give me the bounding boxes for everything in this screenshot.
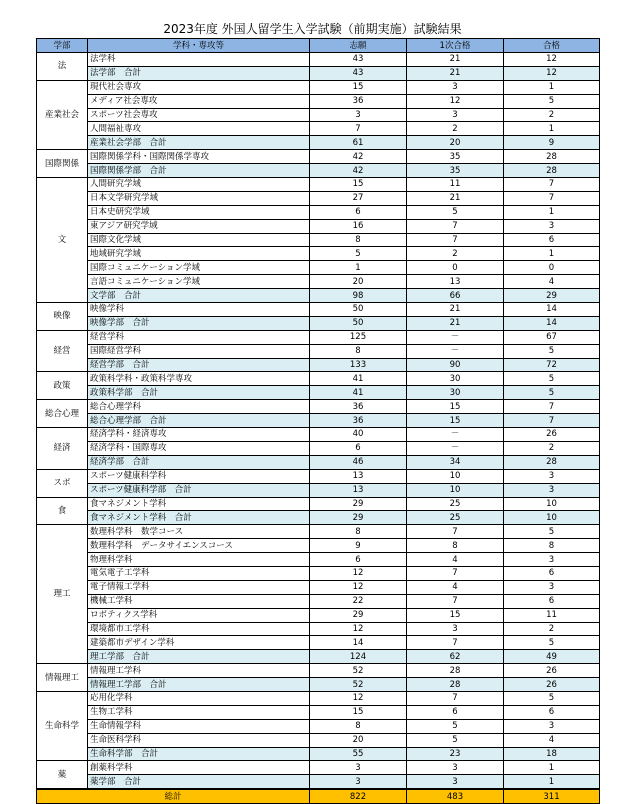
first-pass-cell: 62 [407, 650, 504, 664]
header-faculty: 学部 [37, 39, 88, 53]
applied-cell: 52 [310, 678, 407, 692]
subtotal-row [37, 66, 600, 80]
program-cell: 経済学科・経済専攻 [88, 428, 310, 442]
table-row [37, 441, 600, 455]
table-row [37, 691, 600, 705]
first-pass-cell: 3 [407, 108, 504, 122]
first-pass-cell: 7 [407, 525, 504, 539]
table-row [37, 53, 600, 67]
passed-cell: 14 [504, 303, 600, 317]
program-cell: 日本文学研究学域 [88, 191, 310, 205]
first-pass-cell: 21 [407, 53, 504, 67]
subtotal-row [37, 511, 600, 525]
passed-cell: 4 [504, 733, 600, 747]
applied-cell: 42 [310, 164, 407, 178]
first-pass-cell: 7 [407, 219, 504, 233]
subtotal-row [37, 386, 600, 400]
first-pass-cell: 7 [407, 594, 504, 608]
table-row [37, 664, 600, 678]
first-pass-cell: 28 [407, 678, 504, 692]
passed-cell: 7 [504, 400, 600, 414]
first-pass-cell: 15 [407, 400, 504, 414]
program-cell: 産業社会学部 合計 [88, 136, 310, 150]
first-pass-cell: 10 [407, 483, 504, 497]
passed-cell: 6 [504, 233, 600, 247]
passed-cell: 1 [504, 80, 600, 94]
table-row [37, 525, 600, 539]
table-row [37, 261, 600, 275]
first-pass-cell: 35 [407, 164, 504, 178]
table-row [37, 275, 600, 289]
subtotal-row [37, 483, 600, 497]
table-row [37, 330, 600, 344]
faculty-cell: 生命科学 [37, 691, 88, 760]
program-cell: 応用化学科 [88, 691, 310, 705]
program-cell: 人間福祉専攻 [88, 122, 310, 136]
program-cell: 日本史研究学域 [88, 205, 310, 219]
program-cell: 生物工学科 [88, 705, 310, 719]
applied-cell: 20 [310, 733, 407, 747]
passed-cell: 5 [504, 372, 600, 386]
table-row [37, 719, 600, 733]
applied-cell: 12 [310, 566, 407, 580]
applied-cell: 3 [310, 761, 407, 775]
applied-cell: 8 [310, 719, 407, 733]
faculty-cell: 理工 [37, 525, 88, 664]
applied-cell: 6 [310, 441, 407, 455]
first-pass-cell: 2 [407, 122, 504, 136]
applied-cell: 8 [310, 344, 407, 358]
table-row [37, 400, 600, 414]
table-row [37, 469, 600, 483]
program-cell: 物理科学科 [88, 553, 310, 567]
applied-cell: 29 [310, 511, 407, 525]
passed-cell: 6 [504, 594, 600, 608]
subtotal-row [37, 289, 600, 303]
page-title: 2023年度 外国人留学生入学試験（前期実施）試験結果 [163, 22, 462, 36]
program-cell: 東アジア研究学域 [88, 219, 310, 233]
program-cell: 映像学部 合計 [88, 316, 310, 330]
first-pass-cell: 6 [407, 705, 504, 719]
program-cell: ロボティクス学科 [88, 608, 310, 622]
faculty-cell: 国際関係 [37, 150, 88, 178]
first-pass-cell: 90 [407, 358, 504, 372]
passed-cell: 9 [504, 136, 600, 150]
table-row [37, 539, 600, 553]
table-row [37, 247, 600, 261]
applied-cell: 8 [310, 525, 407, 539]
program-cell: 人間研究学域 [88, 178, 310, 192]
first-pass-cell: 23 [407, 747, 504, 761]
first-pass-cell: 3 [407, 775, 504, 789]
first-pass-cell: 8 [407, 539, 504, 553]
passed-cell: 5 [504, 691, 600, 705]
subtotal-row [37, 414, 600, 428]
passed-cell: 1 [504, 247, 600, 261]
grand-total-label: 総計 [37, 789, 310, 803]
program-cell: メディア社会専攻 [88, 94, 310, 108]
program-cell: 国際経営学科 [88, 344, 310, 358]
first-pass-cell: 12 [407, 94, 504, 108]
first-pass-cell: 3 [407, 80, 504, 94]
program-cell: 国際文化学域 [88, 233, 310, 247]
program-cell: 生命科学部 合計 [88, 747, 310, 761]
table-row [37, 553, 600, 567]
passed-cell: 3 [504, 483, 600, 497]
applied-cell: 36 [310, 400, 407, 414]
first-pass-cell: － [407, 344, 504, 358]
applied-cell: 36 [310, 414, 407, 428]
applied-cell: 50 [310, 316, 407, 330]
subtotal-row [37, 678, 600, 692]
first-pass-cell: 21 [407, 191, 504, 205]
applied-cell: 124 [310, 650, 407, 664]
first-pass-cell: 4 [407, 580, 504, 594]
subtotal-row [37, 775, 600, 789]
table-row [37, 219, 600, 233]
faculty-cell: 政策 [37, 372, 88, 400]
passed-cell: 3 [504, 219, 600, 233]
passed-cell: 72 [504, 358, 600, 372]
first-pass-cell: － [407, 441, 504, 455]
first-pass-cell: 10 [407, 469, 504, 483]
faculty-cell: 経済 [37, 428, 88, 470]
first-pass-cell: 7 [407, 691, 504, 705]
applied-cell: 3 [310, 108, 407, 122]
passed-cell: 6 [504, 566, 600, 580]
first-pass-cell: 13 [407, 275, 504, 289]
passed-cell: 10 [504, 497, 600, 511]
applied-cell: 14 [310, 636, 407, 650]
applied-cell: 36 [310, 94, 407, 108]
first-pass-cell: 11 [407, 178, 504, 192]
applied-cell: 9 [310, 539, 407, 553]
first-pass-cell: 21 [407, 303, 504, 317]
results-table [36, 38, 600, 804]
subtotal-row [37, 164, 600, 178]
applied-cell: 50 [310, 303, 407, 317]
table-row [37, 303, 600, 317]
grand-total-row [37, 789, 600, 803]
subtotal-row [37, 455, 600, 469]
table-row [37, 566, 600, 580]
program-cell: 電気電子工学科 [88, 566, 310, 580]
program-cell: 創薬科学科 [88, 761, 310, 775]
passed-cell: 49 [504, 650, 600, 664]
applied-cell: 29 [310, 497, 407, 511]
applied-cell: 41 [310, 386, 407, 400]
first-pass-cell: 7 [407, 233, 504, 247]
program-cell: スポーツ社会専攻 [88, 108, 310, 122]
applied-cell: 15 [310, 80, 407, 94]
applied-cell: 20 [310, 275, 407, 289]
applied-cell: 3 [310, 775, 407, 789]
table-row [37, 150, 600, 164]
applied-cell: 43 [310, 53, 407, 67]
passed-cell: 4 [504, 275, 600, 289]
program-cell: 生命情報学科 [88, 719, 310, 733]
program-cell: 政策科学部 合計 [88, 386, 310, 400]
applied-cell: 125 [310, 330, 407, 344]
passed-cell: 1 [504, 761, 600, 775]
faculty-cell: 薬 [37, 761, 88, 789]
faculty-cell: 法 [37, 53, 88, 81]
table-row [37, 761, 600, 775]
first-pass-cell: 3 [407, 761, 504, 775]
applied-cell: 98 [310, 289, 407, 303]
first-pass-cell: 3 [407, 622, 504, 636]
faculty-cell: 総合心理 [37, 400, 88, 428]
program-cell: 情報理工学部 合計 [88, 678, 310, 692]
passed-cell: 28 [504, 164, 600, 178]
passed-cell: 3 [504, 553, 600, 567]
passed-cell: 1 [504, 122, 600, 136]
subtotal-row [37, 747, 600, 761]
applied-cell: 12 [310, 691, 407, 705]
program-cell: 法学部 合計 [88, 66, 310, 80]
passed-cell: 12 [504, 66, 600, 80]
faculty-cell: 映像 [37, 303, 88, 331]
applied-cell: 1 [310, 261, 407, 275]
passed-cell: 10 [504, 511, 600, 525]
applied-cell: 12 [310, 622, 407, 636]
program-cell: 数理科学科 データサイエンスコース [88, 539, 310, 553]
program-cell: 言語コミュニケーション学域 [88, 275, 310, 289]
passed-cell: 7 [504, 191, 600, 205]
passed-cell: 5 [504, 94, 600, 108]
passed-cell: 3 [504, 719, 600, 733]
header-first-pass: 1次合格 [407, 39, 504, 53]
first-pass-cell: 25 [407, 511, 504, 525]
applied-cell: 6 [310, 553, 407, 567]
program-cell: 法学科 [88, 53, 310, 67]
program-cell: 経営学科 [88, 330, 310, 344]
first-pass-cell: 4 [407, 553, 504, 567]
first-pass-cell: 15 [407, 414, 504, 428]
faculty-cell: スポ [37, 469, 88, 497]
table-row [37, 94, 600, 108]
program-cell: 文学部 合計 [88, 289, 310, 303]
first-pass-cell: 7 [407, 636, 504, 650]
passed-cell: 7 [504, 178, 600, 192]
first-pass-cell: － [407, 428, 504, 442]
program-cell: 建築都市デザイン学科 [88, 636, 310, 650]
table-row [37, 205, 600, 219]
faculty-cell: 経営 [37, 330, 88, 372]
table-row [37, 233, 600, 247]
passed-cell: 26 [504, 678, 600, 692]
table-row [37, 622, 600, 636]
applied-cell: 22 [310, 594, 407, 608]
passed-cell: 14 [504, 316, 600, 330]
program-cell: 薬学部 合計 [88, 775, 310, 789]
applied-cell: 41 [310, 372, 407, 386]
table-row [37, 372, 600, 386]
header-applied: 志願 [310, 39, 407, 53]
passed-cell: 7 [504, 414, 600, 428]
applied-cell: 5 [310, 247, 407, 261]
program-cell: 電子情報工学科 [88, 580, 310, 594]
first-pass-cell: 5 [407, 719, 504, 733]
table-row [37, 191, 600, 205]
applied-cell: 13 [310, 469, 407, 483]
passed-cell: 26 [504, 428, 600, 442]
first-pass-cell: 34 [407, 455, 504, 469]
program-cell: 食マネジメント学科 [88, 497, 310, 511]
table-row [37, 80, 600, 94]
table-row [37, 497, 600, 511]
passed-cell: 28 [504, 150, 600, 164]
program-cell: 経営学部 合計 [88, 358, 310, 372]
program-cell: 情報理工学科 [88, 664, 310, 678]
applied-cell: 52 [310, 664, 407, 678]
passed-cell: 67 [504, 330, 600, 344]
program-cell: スポーツ健康科学科 [88, 469, 310, 483]
faculty-cell: 情報理工 [37, 664, 88, 692]
passed-cell: 11 [504, 608, 600, 622]
applied-cell: 16 [310, 219, 407, 233]
applied-cell: 12 [310, 580, 407, 594]
program-cell: 現代社会専攻 [88, 80, 310, 94]
first-pass-cell: 5 [407, 733, 504, 747]
applied-cell: 15 [310, 705, 407, 719]
subtotal-row [37, 358, 600, 372]
header-passed: 合格 [504, 39, 600, 53]
first-pass-cell: 5 [407, 205, 504, 219]
program-cell: 理工学部 合計 [88, 650, 310, 664]
passed-cell: 3 [504, 580, 600, 594]
applied-cell: 46 [310, 455, 407, 469]
table-row [37, 344, 600, 358]
program-cell: 生命医科学科 [88, 733, 310, 747]
first-pass-cell: 15 [407, 608, 504, 622]
applied-cell: 29 [310, 608, 407, 622]
first-pass-cell: 21 [407, 66, 504, 80]
applied-cell: 40 [310, 428, 407, 442]
applied-cell: 61 [310, 136, 407, 150]
faculty-cell: 食 [37, 497, 88, 525]
passed-cell: 8 [504, 539, 600, 553]
first-pass-cell: 7 [407, 566, 504, 580]
first-pass-cell: 20 [407, 136, 504, 150]
program-cell: 数理科学科 数学コース [88, 525, 310, 539]
applied-cell: 55 [310, 747, 407, 761]
passed-cell: 2 [504, 108, 600, 122]
first-pass-cell: 35 [407, 150, 504, 164]
program-cell: 国際関係学部 合計 [88, 164, 310, 178]
passed-cell: 18 [504, 747, 600, 761]
first-pass-cell: － [407, 330, 504, 344]
table-header [37, 39, 600, 53]
passed-cell: 2 [504, 441, 600, 455]
program-cell: 総合心理学科 [88, 400, 310, 414]
program-cell: 環境都市工学科 [88, 622, 310, 636]
passed-cell: 1 [504, 775, 600, 789]
table-row [37, 636, 600, 650]
applied-cell: 8 [310, 233, 407, 247]
program-cell: 映像学科 [88, 303, 310, 317]
applied-cell: 6 [310, 205, 407, 219]
program-cell: 総合心理学部 合計 [88, 414, 310, 428]
applied-cell: 15 [310, 178, 407, 192]
applied-cell: 7 [310, 122, 407, 136]
passed-cell: 29 [504, 289, 600, 303]
table-row [37, 594, 600, 608]
first-pass-cell: 66 [407, 289, 504, 303]
table-row [37, 428, 600, 442]
program-cell: 国際関係学科・国際関係学専攻 [88, 150, 310, 164]
passed-cell: 28 [504, 455, 600, 469]
grand-total-passed: 311 [504, 789, 600, 803]
applied-cell: 43 [310, 66, 407, 80]
first-pass-cell: 21 [407, 316, 504, 330]
faculty-cell: 産業社会 [37, 80, 88, 149]
passed-cell: 5 [504, 344, 600, 358]
faculty-cell: 文 [37, 178, 88, 303]
first-pass-cell: 28 [407, 664, 504, 678]
first-pass-cell: 25 [407, 497, 504, 511]
passed-cell: 5 [504, 525, 600, 539]
first-pass-cell: 30 [407, 386, 504, 400]
first-pass-cell: 0 [407, 261, 504, 275]
passed-cell: 5 [504, 386, 600, 400]
passed-cell: 6 [504, 705, 600, 719]
subtotal-row [37, 316, 600, 330]
passed-cell: 3 [504, 469, 600, 483]
table-row [37, 108, 600, 122]
first-pass-cell: 2 [407, 247, 504, 261]
table-row [37, 733, 600, 747]
grand-total-applied: 822 [310, 789, 407, 803]
program-cell: 政策科学科・政策科学専攻 [88, 372, 310, 386]
passed-cell: 2 [504, 622, 600, 636]
program-cell: 国際コミュニケーション学域 [88, 261, 310, 275]
passed-cell: 0 [504, 261, 600, 275]
header-program: 学科・専攻等 [88, 39, 310, 53]
passed-cell: 26 [504, 664, 600, 678]
program-cell: 機械工学科 [88, 594, 310, 608]
program-cell: 経済学科・国際専攻 [88, 441, 310, 455]
table-row [37, 705, 600, 719]
first-pass-cell: 30 [407, 372, 504, 386]
passed-cell: 5 [504, 636, 600, 650]
table-row [37, 178, 600, 192]
program-cell: 地域研究学域 [88, 247, 310, 261]
subtotal-row [37, 650, 600, 664]
program-cell: 食マネジメント学科 合計 [88, 511, 310, 525]
applied-cell: 42 [310, 150, 407, 164]
subtotal-row [37, 136, 600, 150]
applied-cell: 13 [310, 483, 407, 497]
applied-cell: 133 [310, 358, 407, 372]
passed-cell: 1 [504, 205, 600, 219]
table-row [37, 122, 600, 136]
table-row [37, 608, 600, 622]
table-body [37, 53, 600, 790]
applied-cell: 27 [310, 191, 407, 205]
passed-cell: 12 [504, 53, 600, 67]
grand-total-first-pass: 483 [407, 789, 504, 803]
program-cell: 経済学部 合計 [88, 455, 310, 469]
table-row [37, 580, 600, 594]
program-cell: スポーツ健康科学部 合計 [88, 483, 310, 497]
